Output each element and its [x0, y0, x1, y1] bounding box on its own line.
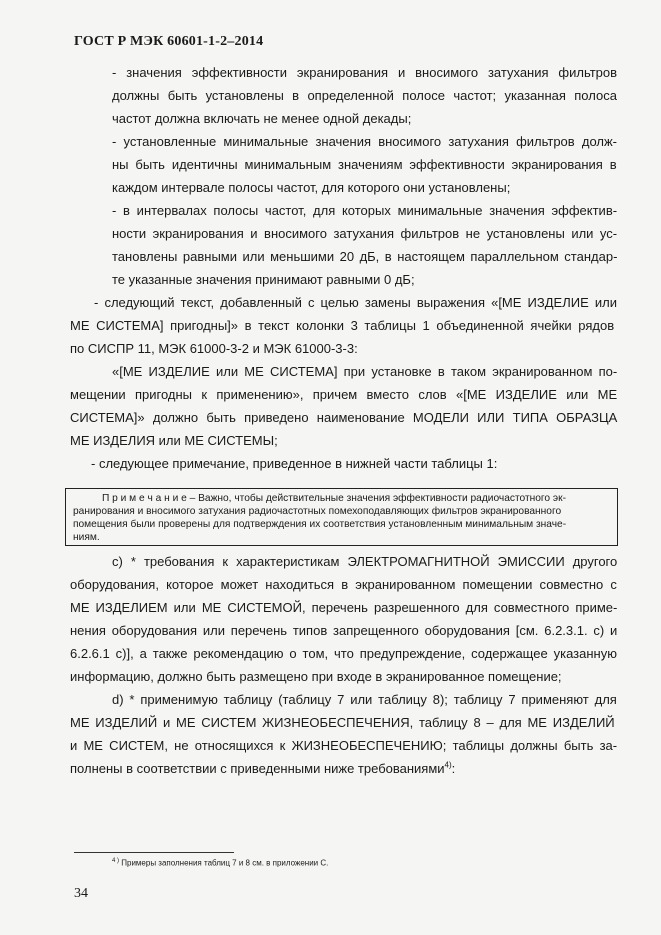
footnote-reference[interactable]: 4): [444, 760, 452, 770]
text-line: должны быть установлены в определенной полосе частот; указанная полоса: [112, 88, 617, 103]
text-line: каждом интервале полосы частот, для которого они установлены;: [112, 180, 511, 195]
paragraph-filter-values: [112, 61, 617, 130]
text-line: МЕ ИЗДЕЛИЙ и МЕ СИСТЕМ ЖИЗНЕОБЕСПЕЧЕНИЯ, таблицу 8 – для МЕ ИЗДЕЛИЙ: [70, 715, 615, 730]
note-text: [73, 492, 613, 544]
text-line: тановлены равными или меньшими 20 дБ, в настоящем параллельном стандар-: [112, 249, 618, 264]
text-line: ны быть идентичны минимальным значениям эффективности экранирования в: [112, 157, 617, 172]
text-line: нения оборудования или перечень типов запрещенного оборудования [см. 6.2.3.1. с) и: [70, 623, 618, 638]
footnote-text: Примеры заполнения таблиц 7 и 8 см. в приложении С.: [121, 858, 329, 868]
text-line: - в интервалах полосы частот, для которых минимальные значения эффектив-: [112, 203, 618, 218]
note-line: ранирования и вносимого затухания радиочастотных помехоподавляющих фильтров экранированного: [73, 506, 562, 517]
footnote: [112, 858, 328, 868]
text-line: МЕ ИЗДЕЛИЯ или МЕ СИСТЕМЫ;: [70, 433, 278, 448]
note-line: помещения были проверены для подтверждения их соответствия установленным минимальным значе-: [73, 519, 567, 530]
text-line: 6.2.6.1 с)], а также рекомендацию о том, что предупреждение, содержащее указанную: [70, 646, 617, 661]
text-line: мещении пригодны к применению», причем вместо слов «[МЕ ИЗДЕЛИЕ или МЕ: [70, 387, 618, 402]
text-line: оборудования, которое может находиться в экранированном помещении совместно с: [70, 577, 617, 592]
text-punctuation: :: [451, 761, 456, 776]
text-line: - установленные минимальные значения вносимого затухания фильтров долж-: [112, 134, 618, 149]
text-line: те указанные значения принимают равными 0 дБ;: [112, 272, 415, 287]
paragraph-quoted-text: [70, 360, 617, 452]
footnote-mark: 4 ): [112, 858, 120, 864]
text-line: частот должна включать не менее одной декады;: [112, 111, 412, 126]
text-line: информацию, должно быть размещено при входе в экранированное помещение;: [70, 669, 562, 684]
footnote-divider: [74, 852, 234, 853]
note-label: П р и м е ч а н и е: [102, 493, 187, 504]
paragraph-replacement-text: [70, 291, 617, 360]
document-header: ГОСТ Р МЭК 60601-1-2–2014: [74, 34, 264, 49]
text-line: полнены в соответствии с приведенными ниже требованиями: [70, 761, 445, 776]
paragraph-min-values: [112, 130, 617, 199]
page-number: 34: [74, 886, 88, 901]
text-line: с) * требования к характеристикам ЭЛЕКТРОМАГНИТНОЙ ЭМИССИИ другого: [112, 554, 618, 569]
paragraph-item-c: [70, 550, 617, 688]
text-line: МЕ ИЗДЕЛИЕМ или МЕ СИСТЕМОЙ, перечень разрешенного для совместного приме-: [70, 600, 618, 615]
text-line: по СИСПР 11, МЭК 61000-3-2 и МЭК 61000-3-3:: [70, 341, 358, 356]
text-line: СИСТЕМА]» должно быть приведено наименование МОДЕЛИ ИЛИ ТИПА ОБРАЗЦА: [70, 410, 618, 425]
note-line: – Важно, чтобы действительные значения эффективности радиочастотного эк-: [186, 493, 566, 504]
text-line: ности экранирования и вносимого затухания фильтров не установлены или ус-: [112, 226, 618, 241]
paragraph-frequency-intervals: [112, 199, 617, 291]
text-line: и МЕ СИСТЕМ, не относящихся к ЖИЗНЕОБЕСПЕЧЕНИЮ; таблицы должны быть за-: [70, 738, 618, 753]
text-line: - значения эффективности экранирования и вносимого затухания фильтров: [112, 65, 618, 80]
text-line: d) * применимую таблицу (таблицу 7 или таблицу 8); таблицу 7 применяют для: [112, 692, 617, 707]
text-line: МЕ СИСТЕМА] пригодны]» в текст колонки 3 таблицы 1 объединенной ячейки рядов: [70, 318, 615, 333]
text-line: - следующее примечание, приведенное в нижней части таблицы 1:: [91, 456, 498, 471]
text-line: «[МЕ ИЗДЕЛИЕ или МЕ СИСТЕМА] при установке в таком экранированном по-: [112, 364, 618, 379]
note-box: [65, 488, 618, 546]
paragraph-note-intro: [70, 452, 617, 475]
note-line: ниям.: [73, 532, 100, 543]
text-line: - следующий текст, добавленный с целью замены выражения «[МЕ ИЗДЕЛИЕ или: [94, 295, 617, 310]
paragraph-item-d: [70, 688, 617, 780]
